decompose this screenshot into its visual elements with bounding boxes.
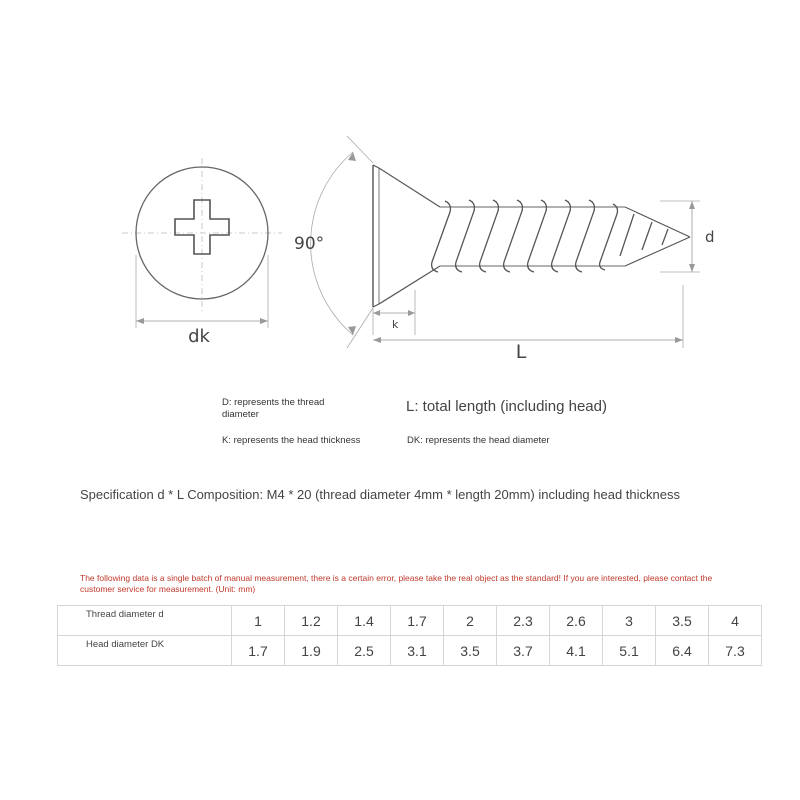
legend-dk: DK: represents the head diameter (407, 435, 550, 446)
head-top-edge (373, 165, 379, 168)
angle-label: 90° (294, 234, 325, 254)
screw-side-view (294, 136, 715, 363)
thread-tip-bottom (625, 237, 690, 266)
dk-arrow-right (260, 318, 268, 324)
head-taper-top (379, 168, 440, 207)
table-cell: 4.1 (550, 636, 603, 666)
legend-k: K: represents the head thickness (222, 435, 361, 446)
table-cell: 6.4 (656, 636, 709, 666)
screw-diagram (0, 0, 800, 380)
table-row-thread-diameter (58, 606, 762, 636)
table-row-head-diameter (58, 636, 762, 666)
d-label: d (705, 228, 715, 246)
table-cell: 1.7 (232, 636, 285, 666)
table-cell: 5.1 (603, 636, 656, 666)
row-header: Thread diameter d (58, 606, 232, 636)
dk-arrow-left (136, 318, 144, 324)
table-cell: 3.5 (656, 606, 709, 636)
table-cell: 1 (232, 606, 285, 636)
table-cell: 1.2 (285, 606, 338, 636)
row-header: Head diameter DK (58, 636, 232, 666)
k-arrow-left (373, 310, 380, 316)
d-arrow-bottom (689, 264, 695, 272)
head-taper-bottom (379, 266, 440, 304)
table-cell: 7.3 (709, 636, 762, 666)
table-cell: 1.9 (285, 636, 338, 666)
legend-l: L: total length (including head) (406, 398, 607, 415)
d-arrow-top (689, 201, 695, 209)
table-cell: 1.4 (338, 606, 391, 636)
table-cell: 4 (709, 606, 762, 636)
l-arrow-right (675, 337, 683, 343)
specification-text: Specification d * L Composition: M4 * 20 (thread diameter 4mm * length 20mm) including head thickness (80, 487, 680, 502)
head-bottom-edge (373, 304, 379, 307)
dimensions-table (57, 605, 762, 666)
table-cell: 3.5 (444, 636, 497, 666)
l-arrow-left (373, 337, 381, 343)
table-cell: 3.1 (391, 636, 444, 666)
table-cell: 2.6 (550, 606, 603, 636)
table-cell: 2 (444, 606, 497, 636)
dk-label: dk (188, 326, 210, 347)
l-label: L (515, 341, 527, 363)
table-cell: 3 (603, 606, 656, 636)
table-cell: 2.5 (338, 636, 391, 666)
legend-d: D: represents the thread diameter (222, 397, 325, 420)
k-arrow-right (408, 310, 415, 316)
measurement-note: The following data is a single batch of manual measurement, there is a certain error, please take the real object as the standard! If you are interested, please contact the customer service for measurement. (Unit: mm) (80, 573, 713, 594)
thread-tip-top (625, 207, 690, 237)
k-label: k (392, 318, 399, 331)
table-cell: 2.3 (497, 606, 550, 636)
table-cell: 1.7 (391, 606, 444, 636)
head-top-view (122, 158, 282, 347)
table-cell: 3.7 (497, 636, 550, 666)
